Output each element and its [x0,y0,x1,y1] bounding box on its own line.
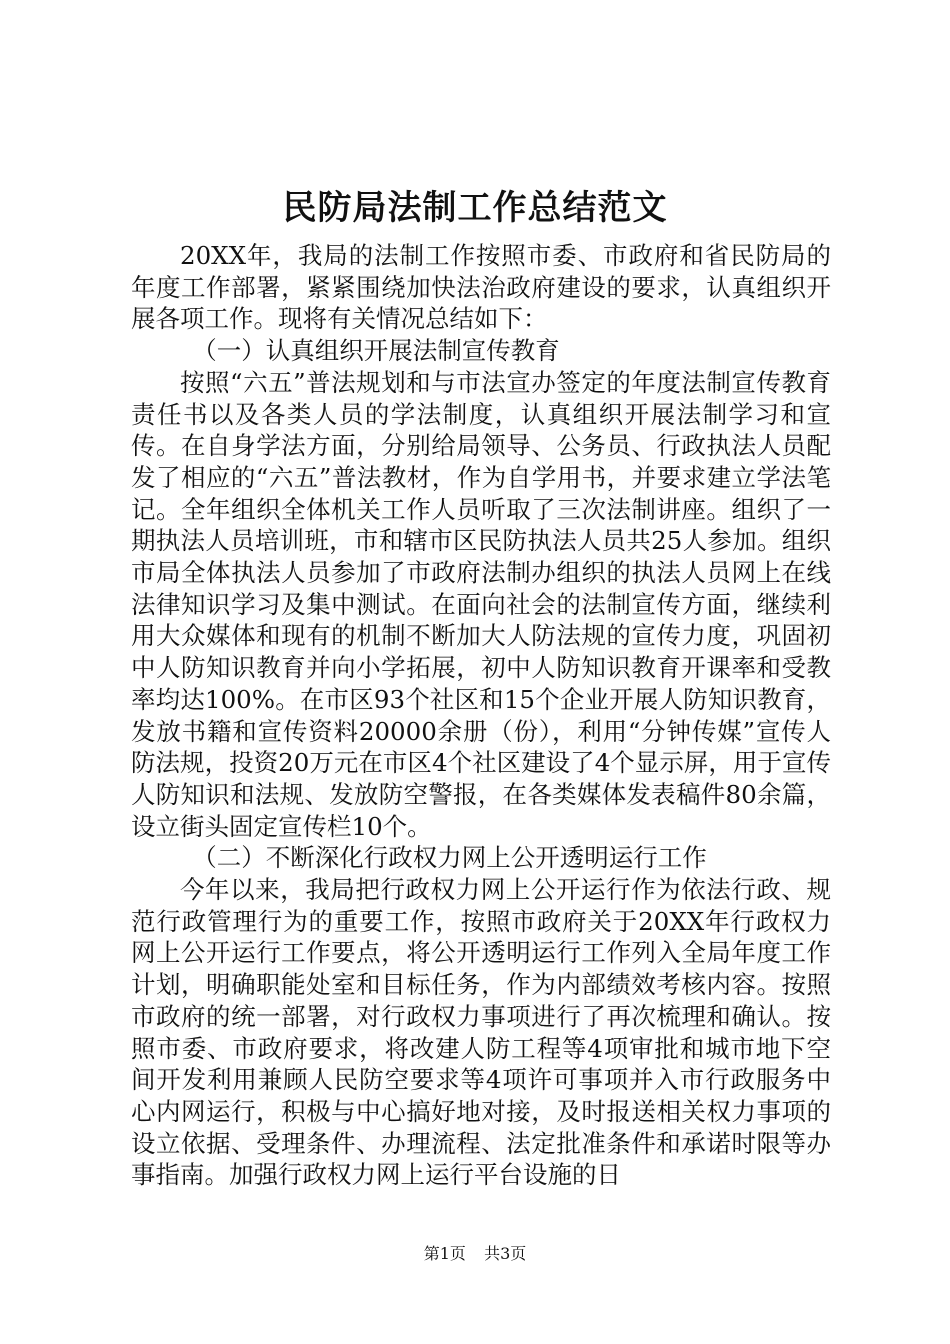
section-1-paragraph: 按照“六五”普法规划和与市法宣办签定的年度法制宣传教育责任书以及各类人员的学法制度，认真组织开展法制学习和宣传。在自身学法方面，分别给局领导、公务员、行政执法人员配发了相应的“六五”普法教材，作为自学用书，并要求建立学法笔记。全年组织全体机关工作人员听取了三次法制讲座。组织了一期执法人员培训班，市和辖市区民防执法人员共25人参加。组织市局全体执法人员参加了市政府法制办组织的执法人员网上在线法律知识学习及集中测试。在面向社会的法制宣传方面，继续利用大众媒体和现有的机制不断加大人防法规的宣传力度，巩固初中人防知识教育并向小学拓展，初中人防知识教育开课率和受教率均达100%。在市区93个社区和15个企业开展人防知识教育，发放书籍和宣传资料20000余册（份），利用“分钟传媒”宣传人防法规，投资20万元在市区4个社区建设了4个显示屏，用于宣传人防知识和法规、发放防空警报，在各类媒体发表稿件80余篇，设立街头固定宣传栏10个。 [131,367,831,841]
intro-paragraph: 20XX年，我局的法制工作按照市委、市政府和省民防局的年度工作部署，紧紧围绕加快法治政府建设的要求，认真组织开展各项工作。现将有关情况总结如下： [131,241,831,334]
page-number: 第1页 [423,1244,466,1263]
section-heading-2: （二）不断深化行政权力网上公开透明运行工作 [192,843,707,873]
section-heading-1: （一）认真组织开展法制宣传教育 [192,336,560,366]
page-footer [0,1243,950,1265]
page-total: 共3页 [484,1244,527,1263]
section-2-paragraph: 今年以来，我局把行政权力网上公开运行作为依法行政、规范行政管理行为的重要工作，按照市政府关于20XX年行政权力网上公开运行工作要点，将公开透明运行工作列入全局年度工作计划，明确职能处室和目标任务，作为内部绩效考核内容。按照市政府的统一部署，对行政权力事项进行了再次梳理和确认。按照市委、市政府要求，将改建人防工程等4项审批和城市地下空间开发利用兼顾人民防空要求等4项许可事项并入市行政服务中心内网运行，积极与中心搞好地对接，及时报送相关权力事项的设立依据、受理条件、办理流程、法定批准条件和承诺时限等办事指南。加强行政权力网上运行平台设施的日 [131,875,831,1190]
document-title: 民防局法制工作总结范文 [282,188,668,228]
document-body [131,240,831,1191]
page-separator [471,1244,479,1263]
